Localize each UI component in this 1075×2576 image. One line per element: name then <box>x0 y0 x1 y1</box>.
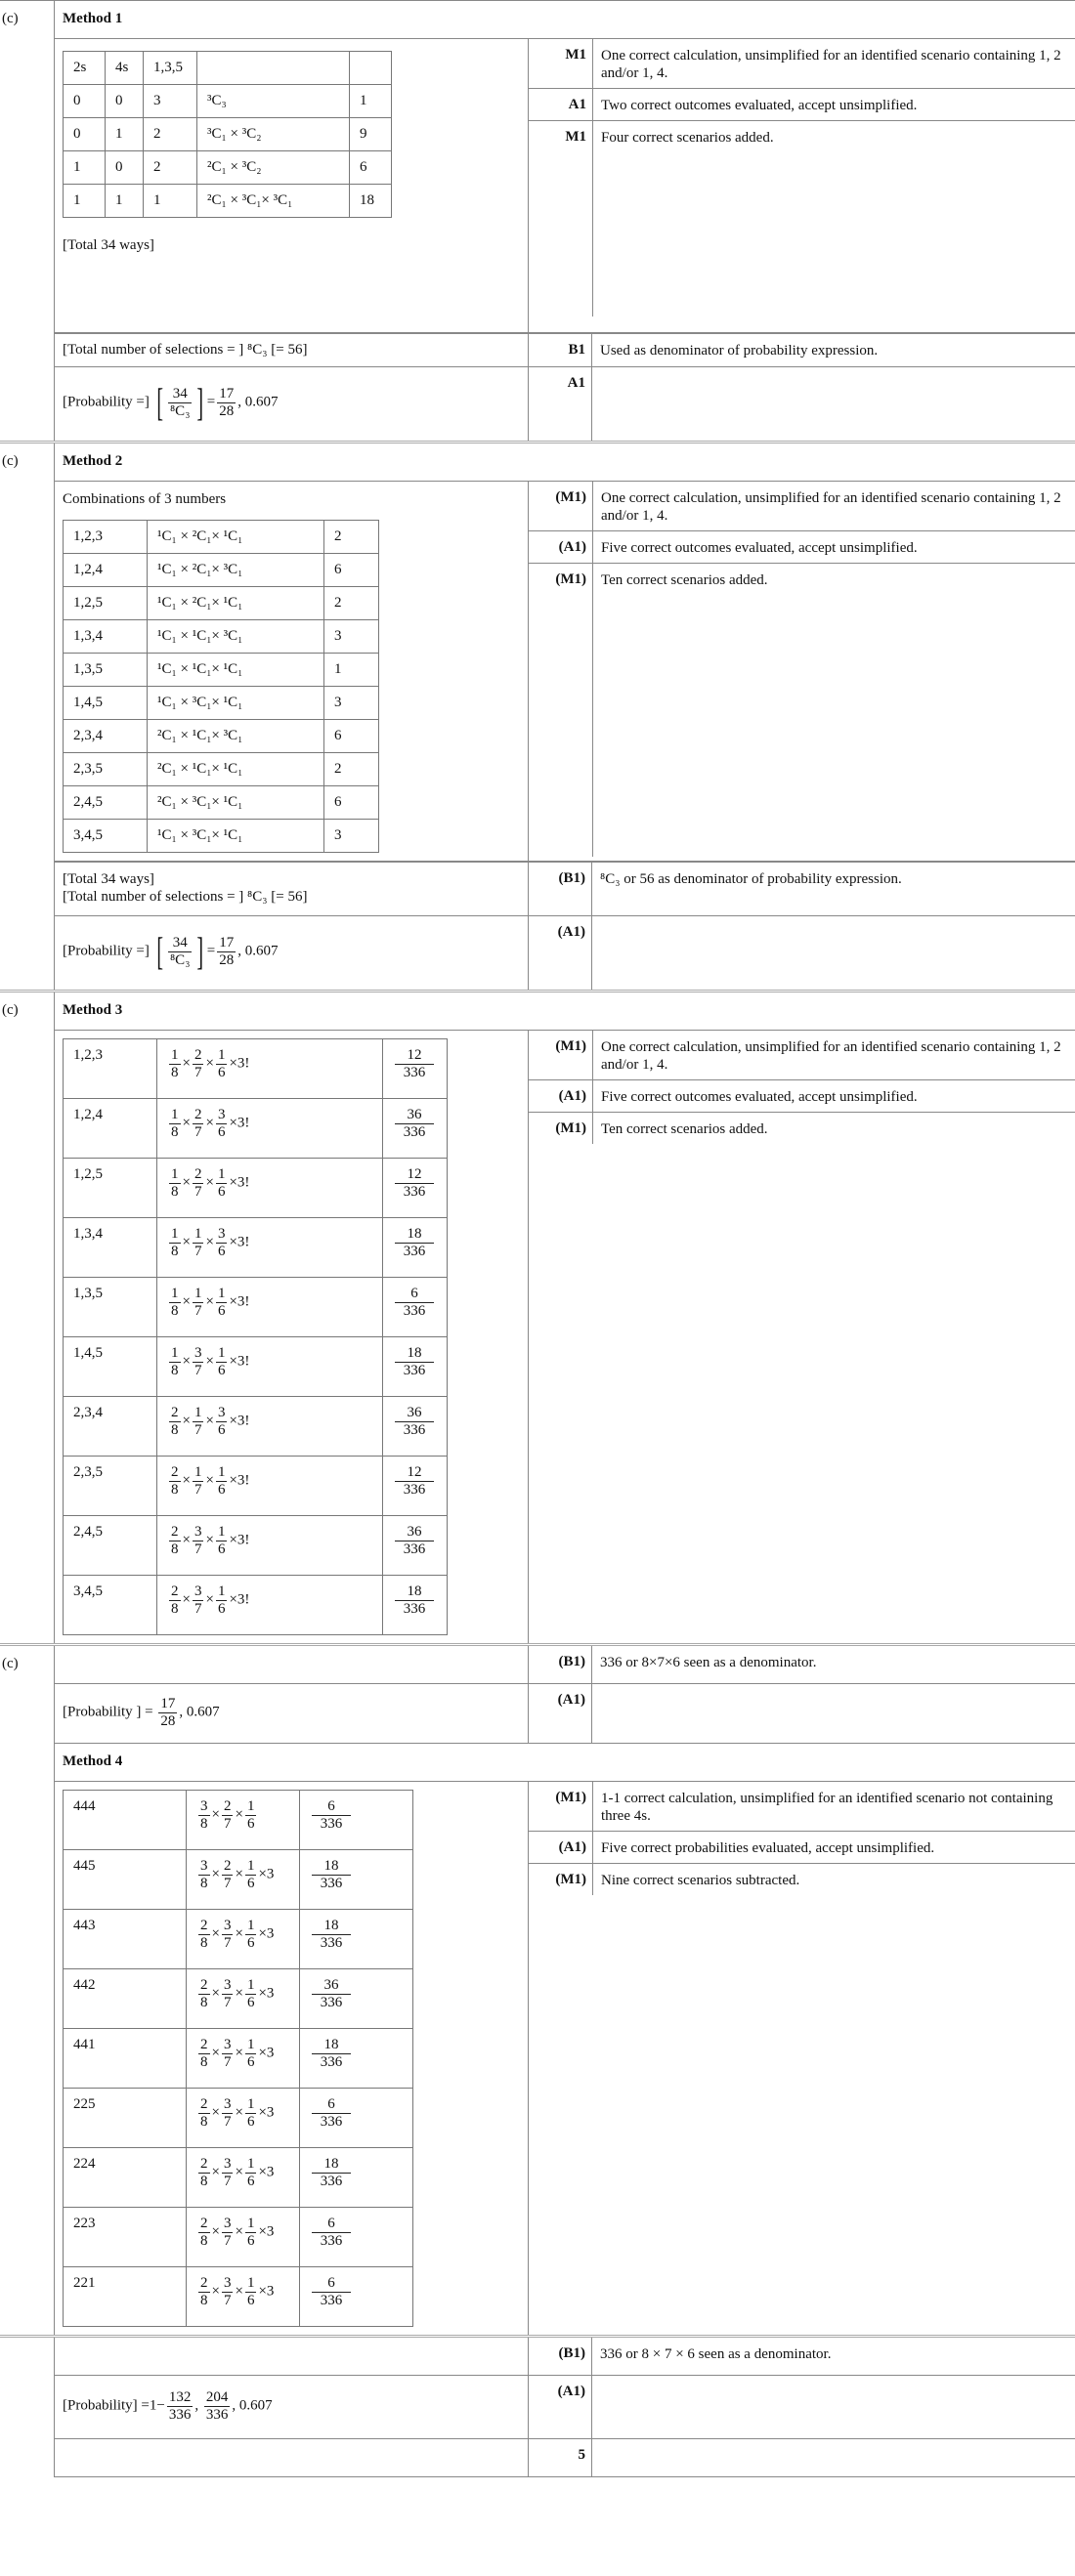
method-1-table <box>63 51 392 218</box>
table-row: 2,3,4 $\frac{2}{8}$ × $\frac{1}{7}$ × $\frac{3}{6}$ ×3! $\frac{36}{336}$ <box>64 1397 448 1457</box>
table-header-row: 2s 4s 1,3,5 <box>64 52 392 85</box>
table-row: 1,2,4 $\frac{1}{8}$ × $\frac{2}{7}$ × $\frac{3}{6}$ ×3! $\frac{36}{336}$ <box>64 1099 448 1159</box>
selections-row: [Total number of selections = ] ⁸C₃ [= 56] B1 Used as denominator of probability expression. <box>54 333 1075 367</box>
table-row: 1,3,4 ¹C₁ × ¹C₁× ³C₁ 3 <box>64 620 379 654</box>
probability-result: $\frac{17}{28}$ <box>219 386 235 419</box>
table-row: 1,4,5 ¹C₁ × ³C₁× ¹C₁ 3 <box>64 687 379 720</box>
table-row: 1,2,3 $\frac{1}{8}$ × $\frac{2}{7}$ × $\frac{1}{6}$ ×3! $\frac{12}{336}$ <box>64 1039 448 1099</box>
method-1-section <box>0 0 1075 441</box>
mark-item: (M1) Nine correct scenarios subtracted. <box>529 1864 1075 1895</box>
probability-row: [Probability] =1− $\frac{132}{336}$ , $\frac{204}{336}$ , 0.607 (A1) <box>54 2376 1075 2439</box>
method-3-section <box>0 990 1075 1643</box>
method-1-title: Method 1 <box>54 1 1075 39</box>
table-row: 223 $\frac{2}{8}$ × $\frac{3}{7}$ × $\frac{1}{6}$ ×3 $\frac{6}{336}$ <box>64 2208 413 2267</box>
table-row: 2,3,5 $\frac{2}{8}$ × $\frac{1}{7}$ × $\frac{1}{6}$ ×3! $\frac{12}{336}$ <box>64 1457 448 1516</box>
table-row: 0 0 3 ³C₃ 1 <box>64 85 392 118</box>
table-row: 445 $\frac{3}{8}$ × $\frac{2}{7}$ × $\frac{1}{6}$ ×3 $\frac{18}{336}$ <box>64 1850 413 1910</box>
part-label: (c) <box>2 453 19 469</box>
method-4-table <box>63 1790 413 2327</box>
method-3-continuation: (c) (B1) 336 or 8×7×6 seen as a denominator. [Probability ] = $\frac{17}{28}$ , 0.607 (A1) Method 4 444 $\frac{3}{8}$ × $\frac{2}{7}$ × $\frac{1}{6}$ $\frac{6}{336}$ 445 $\frac{3}{8}$ × $\frac{2}{7}$ × $\frac{1}{6}$ ×3 $\frac{18}{336}$ 443 $\frac{2}{8}$ × $\frac{3}{7}$ × $\frac{1}{6}$ ×3 $\frac{18}{336}$ 442 $\frac{2}{8}$ × $\frac{3}{7}$ × $\frac{1}{6}$ ×3 $\frac{36}{336}$ 441 $\frac{2}{8}$ × $\frac{3}{7}$ × $\frac{1}{6}$ ×3 $\frac{18}{336}$ 225 $\frac{2}{8}$ × $\frac{3}{7}$ × $\frac{1}{6}$ ×3 $\frac{6}{336}$ 224 $\frac{2}{8}$ × $\frac{3}{7}$ × $\frac{1}{6}$ ×3 $\frac{18}{336}$ 223 $\frac{2}{8}$ × $\frac{3}{7}$ × $\frac{1}{6}$ ×3 $\frac{6}{336}$ 221 $\frac{2}{8}$ × $\frac{3}{7}$ × $\frac{1}{6}$ ×3 $\frac{6}{336}$ (M1) 1-1 correct calculation, unsimplified for an identified scenario not containing three 4s. (A1) Five correct probabilities evaluated, accept unsimplified. (M1) Nine correct scenarios subtracted. <box>0 1643 1075 2335</box>
method-3-table <box>63 1038 448 1635</box>
mark-item: M1 Four correct scenarios added. <box>529 121 1075 317</box>
total-marks: 5 <box>528 2439 591 2476</box>
total-selections: [Total number of selections = ] ⁸C₃ [= 56] <box>54 334 528 366</box>
mark-item: (M1) One correct calculation, unsimplified for an identified scenario containing 1, 2 and/or 1, 4. <box>529 482 1075 531</box>
table-row: 1,4,5 $\frac{1}{8}$ × $\frac{3}{7}$ × $\frac{1}{6}$ ×3! $\frac{18}{336}$ <box>64 1337 448 1397</box>
table-row: 441 $\frac{2}{8}$ × $\frac{3}{7}$ × $\frac{1}{6}$ ×3 $\frac{18}{336}$ <box>64 2029 413 2089</box>
table-row: 225 $\frac{2}{8}$ × $\frac{3}{7}$ × $\frac{1}{6}$ ×3 $\frac{6}{336}$ <box>64 2089 413 2148</box>
method-2-section <box>0 441 1075 990</box>
method-2-title: Method 2 <box>54 443 1075 482</box>
table-row: 1 1 1 ²C₁ × ³C₁× ³C₁ 18 <box>64 185 392 218</box>
table-row: 2,4,5 $\frac{2}{8}$ × $\frac{3}{7}$ × $\frac{1}{6}$ ×3! $\frac{36}{336}$ <box>64 1516 448 1576</box>
mark-item: A1 Two correct outcomes evaluated, accept unsimplified. <box>529 89 1075 121</box>
table-row: 443 $\frac{2}{8}$ × $\frac{3}{7}$ × $\frac{1}{6}$ ×3 $\frac{18}{336}$ <box>64 1910 413 1969</box>
mark-item: (M1) 1-1 correct calculation, unsimplified for an identified scenario not containing three 4s. <box>529 1782 1075 1832</box>
total-ways: [Total 34 ways] <box>63 237 154 253</box>
table-row: 2,3,4 ²C₁ × ¹C₁× ³C₁ 6 <box>64 720 379 753</box>
mark-item: (A1) Five correct outcomes evaluated, accept unsimplified. <box>529 531 1075 564</box>
table-row: 3,4,5 $\frac{2}{8}$ × $\frac{3}{7}$ × $\frac{1}{6}$ ×3! $\frac{18}{336}$ <box>64 1576 448 1635</box>
method-3-title: Method 3 <box>54 992 1075 1031</box>
mark-item: (M1) Ten correct scenarios added. <box>529 1113 1075 1144</box>
table-row: 2,4,5 ²C₁ × ³C₁× ¹C₁ 6 <box>64 786 379 820</box>
part-label: (c) <box>2 1002 19 1018</box>
probability-row: [Probability =] [ $\frac{34}{\text{⁸C₃}}$ ] = $\frac{17}{28}$ , 0.607 A1 <box>54 367 1075 441</box>
table-row: 1,2,5 ¹C₁ × ²C₁× ¹C₁ 2 <box>64 587 379 620</box>
probability-fraction: $\frac{34}{\text{⁸C₃}}$ <box>169 386 191 419</box>
table-row: 1,2,4 ¹C₁ × ²C₁× ³C₁ 6 <box>64 554 379 587</box>
table-row: 224 $\frac{2}{8}$ × $\frac{3}{7}$ × $\frac{1}{6}$ ×3 $\frac{18}{336}$ <box>64 2148 413 2208</box>
method-2-intro: Combinations of 3 numbers <box>63 491 227 507</box>
table-row: 1,3,4 $\frac{1}{8}$ × $\frac{1}{7}$ × $\frac{3}{6}$ ×3! $\frac{18}{336}$ <box>64 1218 448 1278</box>
table-row: 444 $\frac{3}{8}$ × $\frac{2}{7}$ × $\frac{1}{6}$ $\frac{6}{336}$ <box>64 1791 413 1850</box>
mark-item: (A1) Five correct probabilities evaluated, accept unsimplified. <box>529 1832 1075 1864</box>
table-row: 1,3,5 ¹C₁ × ¹C₁× ¹C₁ 1 <box>64 654 379 687</box>
mark-item: M1 One correct calculation, unsimplified for an identified scenario containing 1, 2 and/or 1, 4. <box>529 39 1075 89</box>
table-row: 1 0 2 ²C₁ × ³C₂ 6 <box>64 151 392 185</box>
total-marks-row <box>54 2439 1075 2477</box>
part-label: (c) <box>2 1656 19 1671</box>
mark-item: (A1) Five correct outcomes evaluated, accept unsimplified. <box>529 1080 1075 1113</box>
totals-row: [Total 34 ways] [Total number of selections = ] ⁸C₃ [= 56] (B1) ⁸C₃ or 56 as denominator of probability expression. <box>54 862 1075 916</box>
table-row: 2,3,5 ²C₁ × ¹C₁× ¹C₁ 2 <box>64 753 379 786</box>
table-row: 1,3,5 $\frac{1}{8}$ × $\frac{1}{7}$ × $\frac{1}{6}$ ×3! $\frac{6}{336}$ <box>64 1278 448 1337</box>
table-row: 442 $\frac{2}{8}$ × $\frac{3}{7}$ × $\frac{1}{6}$ ×3 $\frac{36}{336}$ <box>64 1969 413 2029</box>
method-4-footer: (B1) 336 or 8 × 7 × 6 seen as a denominator. [Probability] =1− $\frac{132}{336}$ , $\frac{204}{336}$ , 0.607 (A1) 5 <box>0 2335 1075 2477</box>
table-row: 221 $\frac{2}{8}$ × $\frac{3}{7}$ × $\frac{1}{6}$ ×3 $\frac{6}{336}$ <box>64 2267 413 2327</box>
mark-item: (M1) Ten correct scenarios added. <box>529 564 1075 857</box>
table-row: 1,2,5 $\frac{1}{8}$ × $\frac{2}{7}$ × $\frac{1}{6}$ ×3! $\frac{12}{336}$ <box>64 1159 448 1218</box>
probability-row: [Probability =] [ $\frac{34}{\text{⁸C₃}}$ ] = $\frac{17}{28}$ , 0.607 (A1) <box>54 916 1075 990</box>
mark-item: (M1) One correct calculation, unsimplified for an identified scenario containing 1, 2 and/or 1, 4. <box>529 1031 1075 1080</box>
part-label: (c) <box>2 11 19 26</box>
table-row: 1,2,3 ¹C₁ × ²C₁× ¹C₁ 2 <box>64 521 379 554</box>
probability-row: [Probability ] = $\frac{17}{28}$ , 0.607 (A1) <box>54 1684 1075 1744</box>
method-4-title: Method 4 <box>54 1744 1075 1782</box>
table-row: 0 1 2 ³C₁ × ³C₂ 9 <box>64 118 392 151</box>
method-2-table <box>63 520 379 853</box>
table-row: 3,4,5 ¹C₁ × ³C₁× ¹C₁ 3 <box>64 820 379 853</box>
